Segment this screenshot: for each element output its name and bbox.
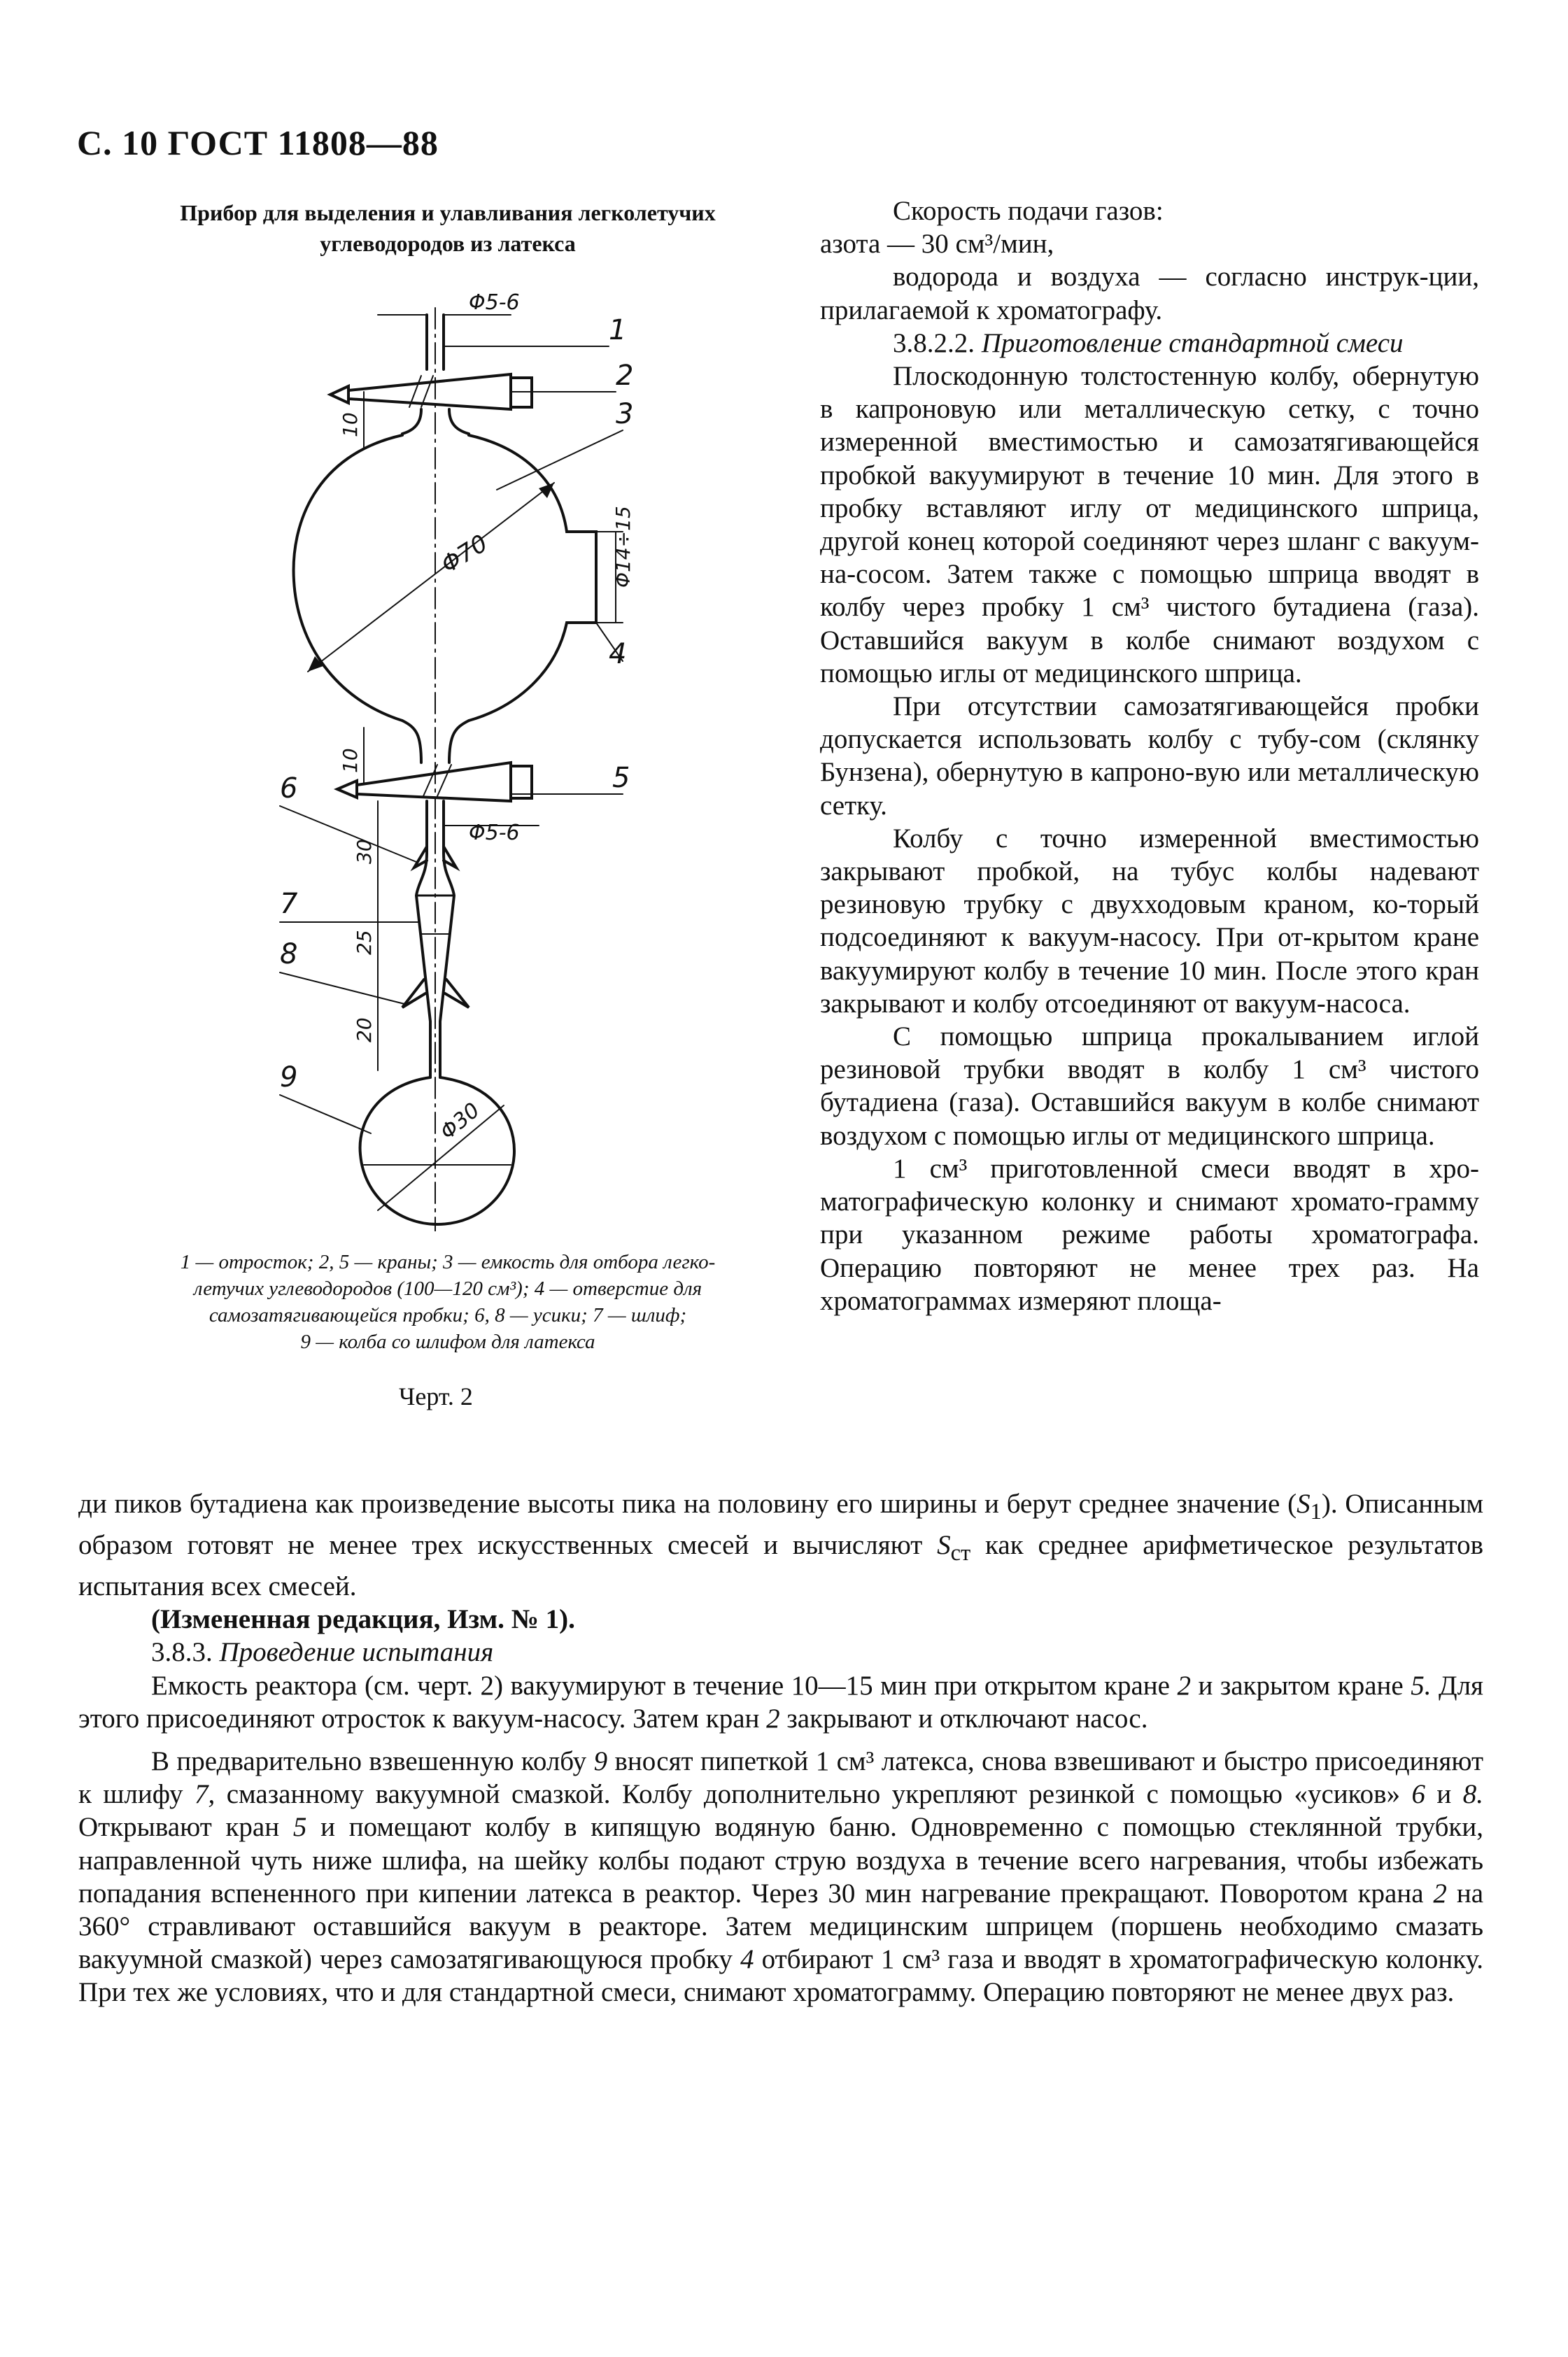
dim-phi14-label: Φ14÷15 <box>612 506 635 588</box>
gas-rate-heading: Скорость подачи газов: <box>893 196 1164 226</box>
paragraph-vacuum: Колбу с точно измеренной вместимостью закрывают пробкой, на тубус колбы надевают резиновую трубку с двухходовым краном, ко-торый подсоединяют к вакуум-насосу. При от-крытом кране вакуумируют колбу в течение 10 мин. После этого кран закрывают и колбу отсоединяют от вакуум-насоса. <box>820 823 1479 1019</box>
paragraph-flask-prep: Плоскодонную толстостенную колбу, обернутую в капроновую или металлическую сетку, с точно измеренной вместимостью и самозатягивающейся пробкой вакуумируют в течение 10 мин. Для этого в пробку вставляют иглу от медицинского шприца, другой конец которой соединяют через шланг с вакуум-на-сосом. Затем также с помощью шприца вводят в колбу через пробку 1 см³ чистого бутадиена (газа). Оставшийся вакуум в колбе снимают воздухом с помощью иглы от медицинского шприца. <box>820 361 1479 688</box>
dim-bottom-phi-label: Φ5-6 <box>469 821 520 845</box>
text-span: ди пиков бутадиена как произведение высоты пика на половину его ширины и берут среднее значение ( <box>78 1489 1297 1519</box>
right-column <box>820 194 1479 1317</box>
section-number: 3.8.3. <box>151 1637 213 1668</box>
caption-line-1: 1 — отросток; 2, 5 — краны; 3 — емкость для отбора легко- <box>180 1251 716 1273</box>
full-width-text <box>78 1487 1483 2009</box>
paragraph-butadiene: С помощью шприца прокалыванием иглой резиновой трубки вводят в колбу 1 см³ чистого бутадиена (газа). Оставшийся вакуум в колбе снимают воздухом с помощью иглы от медицинского шприца. <box>820 1021 1479 1151</box>
ref-number: 4 <box>740 1944 754 1975</box>
symbol-s-sub: 1 <box>1310 1499 1322 1524</box>
ref-number: 6 <box>1411 1779 1425 1810</box>
dim-10b-label: 10 <box>339 748 362 773</box>
section-3-8-2-2 <box>820 327 1479 360</box>
section-3-8-3 <box>78 1636 1483 1669</box>
latex-flask <box>360 1077 514 1224</box>
edition-note: (Измененная редакция, Изм. № 1). <box>151 1604 575 1635</box>
label-3: 3 <box>616 398 634 430</box>
apparatus-drawing <box>259 280 707 1231</box>
text-span: вносят пипеткой 1 см³ латекса, снова взвешивают и быстро присоединяют к шлифу <box>78 1746 1483 1810</box>
symbol-sct: S <box>937 1530 951 1560</box>
ref-number: 7, <box>195 1779 216 1810</box>
ref-number: 5 <box>292 1812 307 1843</box>
top-stopcock-handle-left <box>330 386 348 403</box>
whisker-8-left <box>402 979 425 1007</box>
text-span: отбирают 1 см³ газа и вводят в хроматографическую колонку. При тех же условиях, что и для стандартной смеси, снимают хроматограмму. Операцию повторяют не менее двух раз. <box>78 1944 1483 2008</box>
text-span: и помещают колбу в кипящую водяную баню. Одновременно с помощью стеклянной трубки, направленной чуть ниже шлифа, на шейку колбы подают струю воздуха в течение всего нагревания, чтобы избежать попадания вспененного при кипении латекса в реактор. Через 30 мин нагревание прекращают. Поворотом крана <box>78 1812 1483 1909</box>
ref-number: 8. <box>1462 1779 1483 1810</box>
caption-line-3: самозатягивающейся пробки; 6, 8 — усики; 7 — шлиф; <box>209 1304 687 1326</box>
figure-number: Черт. 2 <box>399 1382 473 1410</box>
section-number: 3.8.2.2. <box>893 327 975 358</box>
gas-rate-hydrogen-air: водорода и воздуха — согласно инструк-ции, прилагаемой к хроматографу. <box>820 262 1479 325</box>
dim-phi30-label: Φ30 <box>435 1098 485 1145</box>
text-span: Открывают кран <box>78 1812 293 1843</box>
ref-number: 9 <box>593 1746 608 1777</box>
label-5: 5 <box>612 762 630 794</box>
section-title: Приготовление стандартной смеси <box>981 327 1404 358</box>
main-sphere <box>294 435 596 721</box>
figure-title-line-1: Прибор для выделения и улавливания легколетучих <box>180 200 716 225</box>
ref-number: 2 <box>1433 1878 1447 1909</box>
figure-title-line-2: углеводородов из латекса <box>320 231 576 256</box>
paragraph-continuation <box>78 1487 1483 1603</box>
dim-line-phi70 <box>308 483 554 672</box>
label-9: 9 <box>280 1061 298 1093</box>
text-span: В предварительно взвешенную колбу <box>151 1746 594 1777</box>
dim-25-label: 25 <box>353 930 376 955</box>
ref-number: 5. <box>1411 1670 1432 1701</box>
gas-rate-nitrogen: азота — 30 см³/мин, <box>820 229 1054 260</box>
text-span: ). Описанным образом готовят не менее трех искусственных смесей и вычисляют <box>78 1489 1483 1560</box>
ref-number: 2 <box>766 1703 780 1734</box>
caption-line-4: 9 — колба со шлифом для латекса <box>300 1331 595 1353</box>
label-2: 2 <box>616 360 634 392</box>
paragraph-chromatogram: 1 см³ приготовленной смеси вводят в хро-матографическую колонку и снимают хромато-грамму при указанном режиме работы хроматографа. Операцию повторяют не менее трех раз. На хроматограммах измеряют площа- <box>820 1153 1479 1316</box>
dim-30-label: 30 <box>353 839 376 864</box>
paragraph-reactor <box>78 1669 1483 1735</box>
whisker-8-right <box>445 979 469 1007</box>
text-span: и закрытом кране <box>1190 1670 1411 1701</box>
label-4: 4 <box>609 638 627 670</box>
text-span: и <box>1425 1779 1463 1810</box>
text-span: Емкость реактора (см. черт. 2) вакуумируют в течение 10—15 мин при открытом кране <box>151 1670 1178 1701</box>
text-span: смазанному вакуумной смазкой. Колбу дополнительно укрепляют резинкой с помощью «усиков» <box>215 1779 1412 1810</box>
text-span: как среднее арифметическое результатов испытания всех смесей. <box>78 1530 1483 1601</box>
section-title: Проведение испытания <box>219 1637 494 1668</box>
lower-stopcock <box>357 763 511 801</box>
caption-line-2: летучих углеводородов (100—120 см³); 4 — отверстие для <box>193 1277 702 1300</box>
symbol-sct-sub: ст <box>950 1540 971 1566</box>
figure-title <box>105 197 791 259</box>
paragraph-procedure <box>78 1745 1483 2009</box>
figure-caption <box>115 1249 780 1355</box>
top-stopcock <box>348 374 511 409</box>
ref-number: 2 <box>1177 1670 1191 1701</box>
label-6: 6 <box>280 772 298 805</box>
symbol-s: S <box>1297 1489 1311 1519</box>
paragraph-bunsen: При отсутствии самозатягивающейся пробки допускается использовать колбу с тубу-сом (склянку Бунзена), обернутую в капроно-вую или металлическую сетку. <box>820 691 1479 821</box>
text-span: Для этого присоединяют отросток к вакуум-насосу. Затем кран <box>78 1670 1483 1734</box>
dim-top-phi-label: Φ5-6 <box>469 290 520 315</box>
label-8: 8 <box>280 938 298 970</box>
dim-phi70-label: Φ70 <box>436 529 493 579</box>
text-span: на 360° стравливают оставшийся вакуум в реакторе. Затем медицинским шприцем (поршень необходимо смазать вакуумной смазкой) через самозатягивающуюся пробку <box>78 1878 1484 1975</box>
page-header: С. 10 ГОСТ 11808—88 <box>77 123 439 162</box>
dim-20-label: 20 <box>353 1017 376 1042</box>
label-1: 1 <box>609 314 627 346</box>
dim-10a-label: 10 <box>339 412 362 437</box>
lower-stopcock-handle-left <box>337 781 357 798</box>
text-span: закрывают и отключают насос. <box>779 1703 1148 1734</box>
label-7: 7 <box>280 888 298 920</box>
